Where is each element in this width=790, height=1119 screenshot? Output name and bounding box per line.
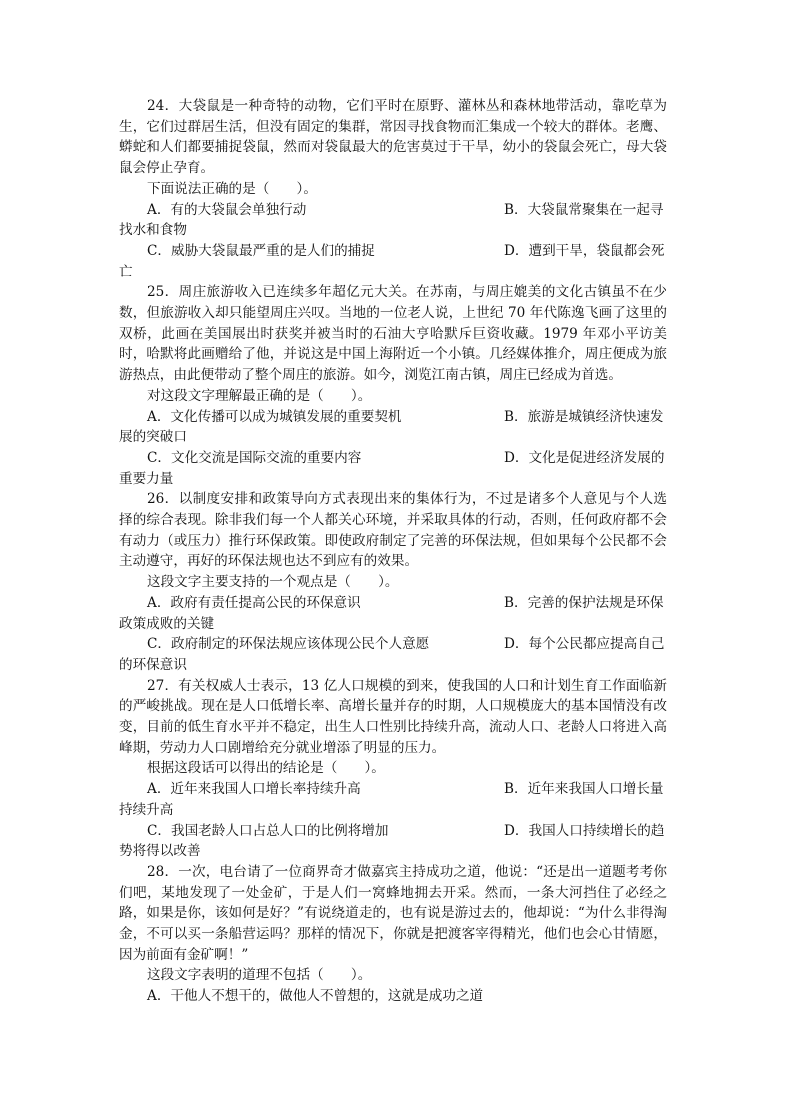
option-a: A．政府有责任提高公民的环保意识 — [147, 594, 361, 611]
option-b-continuation: 展的突破口 — [119, 429, 187, 446]
question-passage: 26．以制度安排和政策导向方式表现出来的集体行为，不过是诸多个人意见与个人选择的综合表现。除非我们每一个人都关心环境，并采取具体的行动，否则，任何政府都不会有动力（或压力）推行环保政策。即使政府制定了完善的环保法规，但如果每个公民都不会主动遵守，再好的环保法规也达不到应有的效果。 — [119, 491, 667, 570]
option-b: B．近年来我国人口增长量 — [504, 781, 664, 798]
question-25 — [119, 282, 667, 489]
question-28 — [119, 862, 667, 1007]
question-passage: 28．一次，电台请了一位商界奇才做嘉宾主持成功之道，他说：“还是出一道题考考你们吧，某地发现了一处金矿，于是人们一窝蜂地拥去开采。然而，一条大河挡住了必经之路，如果是你，该如何是好？”有说绕道走的，也有说是游过去的，他却说：“为什么非得淘金，不可以买一条船营运吗？那样的情况下，你就是把渡客宰得精光，他们也会心甘情愿，因为前面有金矿啊！” — [119, 863, 667, 963]
question-stem: 这段文字表明的道理不包括（ ）。 — [147, 967, 372, 984]
option-d-continuation: 势将得以改善 — [119, 843, 201, 860]
option-a: A．干他人不想干的，做他人不曾想的，这就是成功之道 — [147, 988, 484, 1005]
question-stem: 对这段文字理解最正确的是（ ）。 — [147, 387, 372, 404]
option-d-continuation: 亡 — [119, 263, 133, 280]
option-row — [119, 634, 667, 655]
option-row — [119, 448, 667, 469]
option-d-continuation: 重要力量 — [119, 470, 174, 487]
document-body — [119, 96, 667, 1007]
option-d-continuation: 的环保意识 — [119, 656, 187, 673]
question-stem: 根据这段话可以得出的结论是（ ）。 — [147, 760, 385, 777]
option-d: D．文化是促进经济发展的 — [504, 449, 665, 466]
option-row — [119, 241, 667, 262]
question-passage: 25．周庄旅游收入已连续多年超亿元大关。在苏南，与周庄媲美的文化古镇虽不在少数，但旅游收入却只能望周庄兴叹。当地的一位老人说，上世纪 70 年代陈逸飞画了这里的双桥，此画在美国展出时获奖并被当时的石油大亨哈默斥巨资收藏。1979 年邓小平访美时，哈默将此画赠给了他，并说这是中国上海附近一个小镇。几经媒体推介，周庄便成为旅游热点，由此便带动了整个周庄的旅游。如今，浏览江南古镇，周庄已经成为首选。 — [119, 284, 667, 384]
question-stem: 这段文字主要支持的一个观点是（ ）。 — [147, 574, 399, 591]
option-a: A．有的大袋鼠会单独行动 — [147, 201, 307, 218]
option-d: D．遭到干旱，袋鼠都会死 — [504, 242, 665, 259]
option-a: A．文化传播可以成为城镇发展的重要契机 — [147, 408, 402, 425]
option-d: D．我国人口持续增长的趋 — [504, 822, 665, 839]
option-b: B．大袋鼠常聚集在一起寻 — [504, 201, 664, 218]
option-b-continuation: 持续升高 — [119, 801, 174, 818]
question-passage: 27．有关权威人士表示，13 亿人口规模的到来，使我国的人口和计划生育工作面临新的严峻挑战。现在是人口低增长率、高增长量并存的时期，人口规模庞大的基本国情没有改变，目前的低生育水平并不稳定，出生人口性别比持续升高，流动人口、老龄人口将进入高峰期，劳动力人口剧增给充分就业增添了明显的压力。 — [119, 677, 667, 756]
question-stem: 下面说法正确的是（ ）。 — [147, 180, 317, 197]
option-row — [119, 200, 667, 221]
option-c: C．威胁大袋鼠最严重的是人们的捕捉 — [147, 242, 375, 259]
question-26 — [119, 489, 667, 675]
option-b: B．旅游是城镇经济快速发 — [504, 408, 664, 425]
option-row — [119, 593, 667, 614]
option-c: C．文化交流是国际交流的重要内容 — [147, 449, 362, 466]
option-b-continuation: 找水和食物 — [119, 222, 187, 239]
option-a: A．近年来我国人口增长率持续升高 — [147, 781, 361, 798]
option-c: C．政府制定的环保法规应该体现公民个人意愿 — [147, 636, 430, 653]
option-row — [119, 821, 667, 842]
question-passage: 24．大袋鼠是一种奇特的动物，它们平时在原野、灌林丛和森林地带活动，靠吃草为生，它们过群居生活，但没有固定的集群，常因寻找食物而汇集成一个较大的群体。老鹰、蟒蛇和人们都要捕捉袋鼠，然而对袋鼠最大的危害莫过于干旱，幼小的袋鼠会死亡，母大袋鼠会停止孕育。 — [119, 98, 667, 177]
option-d: D．每个公民都应提高自己 — [504, 636, 665, 653]
option-c: C．我国老龄人口占总人口的比例将增加 — [147, 822, 389, 839]
option-b: B．完善的保护法规是环保 — [504, 594, 664, 611]
option-row — [119, 779, 667, 800]
option-row — [119, 407, 667, 428]
option-b-continuation: 政策成败的关键 — [119, 615, 215, 632]
question-27 — [119, 676, 667, 862]
question-24 — [119, 96, 667, 282]
